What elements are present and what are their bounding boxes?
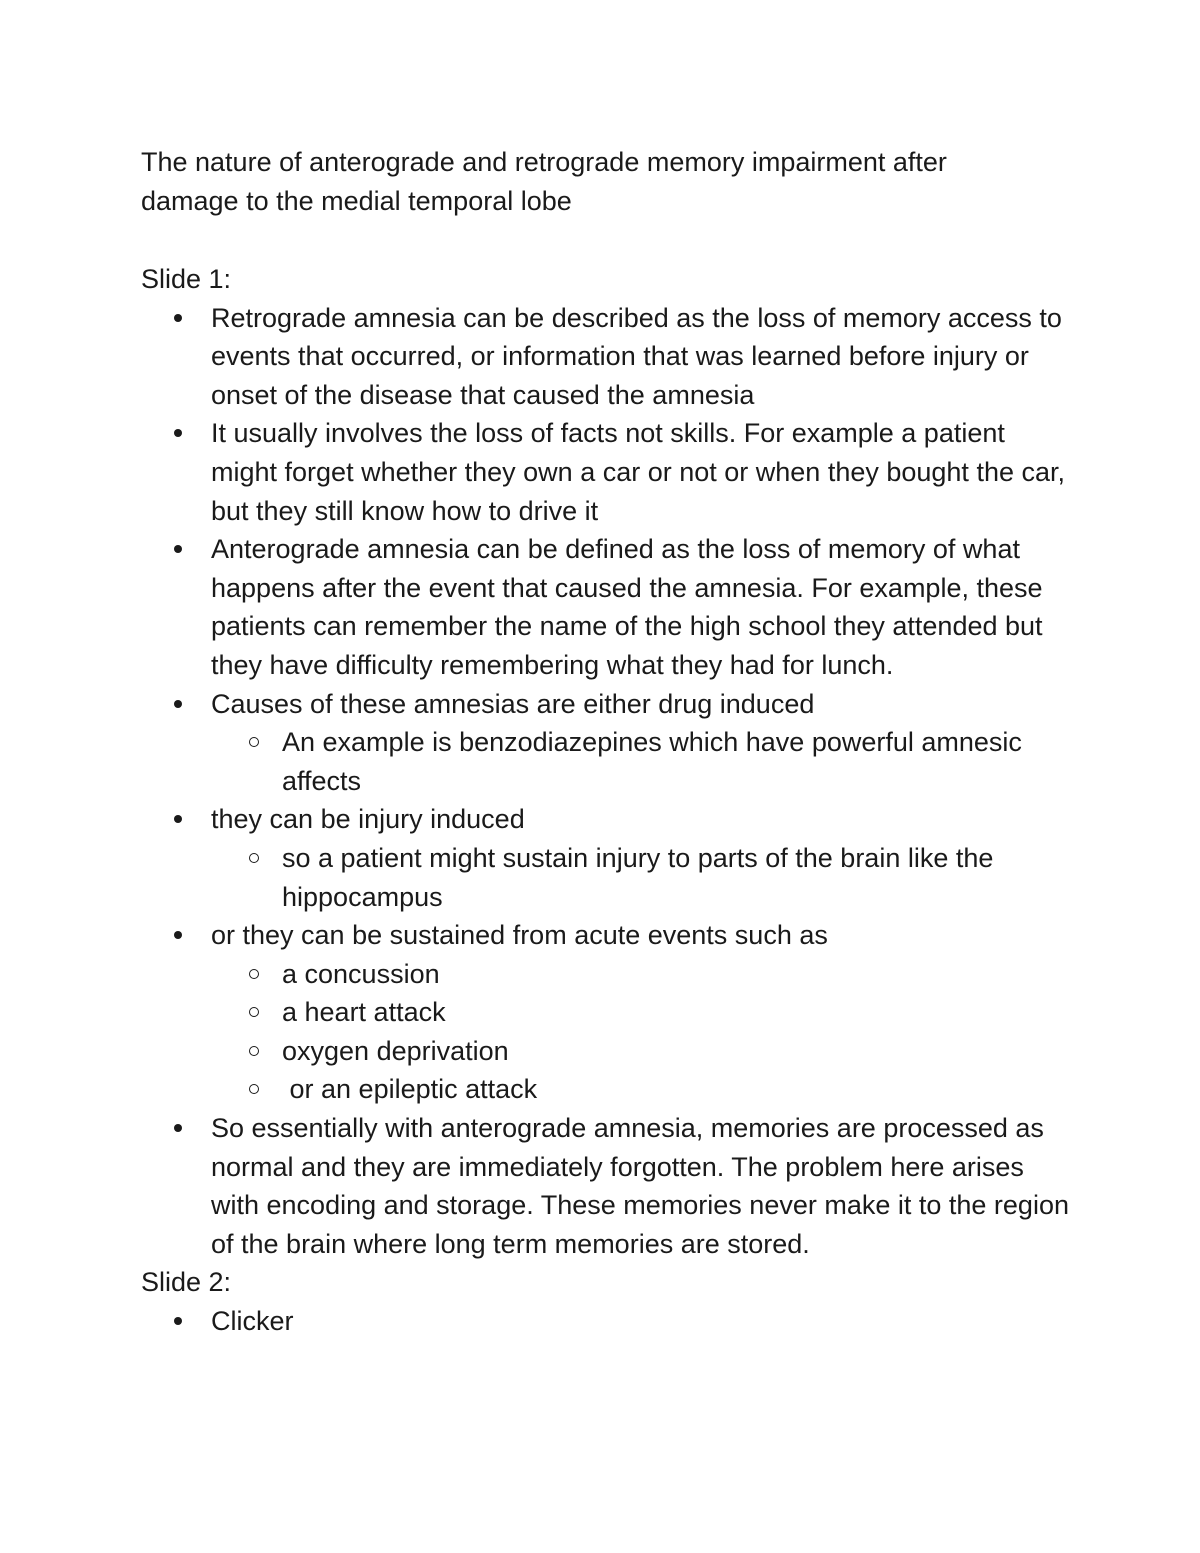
bullet-dot-icon xyxy=(174,545,182,553)
sub-bullet-item xyxy=(282,1032,1081,1071)
hollow-circle-icon xyxy=(249,969,259,979)
sub-bullet-text: so a patient might sustain injury to parts of the brain like the hippocampus xyxy=(282,842,1001,912)
bullet-dot-icon xyxy=(174,429,182,437)
bullet-list xyxy=(141,299,1081,1264)
bullet-list xyxy=(141,1302,1081,1341)
bullet-text: they can be injury induced xyxy=(211,804,525,835)
bullet-dot-icon xyxy=(174,931,182,939)
sub-bullet-item xyxy=(282,993,1081,1032)
sub-bullet-text: a heart attack xyxy=(282,997,446,1028)
hollow-circle-icon xyxy=(249,1007,259,1017)
bullet-text: Causes of these amnesias are either drug induced xyxy=(211,688,815,719)
bullet-item xyxy=(141,414,1081,530)
hollow-circle-icon xyxy=(249,1046,259,1056)
sub-bullet-item xyxy=(282,723,1081,800)
sub-bullet-text: or an epileptic attack xyxy=(282,1074,538,1105)
bullet-dot-icon xyxy=(174,700,182,708)
sub-bullet-list xyxy=(141,839,1081,916)
bullet-item xyxy=(141,685,1081,724)
slide-heading: Slide 1: xyxy=(141,264,232,294)
bullet-text: Anterograde amnesia can be defined as the loss of memory of what happens after the event that caused the amnesia. For example, these patients can remember the name of the high school they attended but they have difficulty remembering what they had for lunch. xyxy=(211,534,1043,680)
bullet-dot-icon xyxy=(174,1124,182,1132)
bullet-text: or they can be sustained from acute events such as xyxy=(211,920,828,951)
sub-bullet-list xyxy=(141,955,1081,1109)
sub-list-wrapper xyxy=(141,723,1081,800)
slides-container xyxy=(141,260,1081,1341)
bullet-text: So essentially with anterograde amnesia, memories are processed as normal and they are immediately forgotten. The problem here arises with encoding and storage. These memories never make it to the region of the brain where long term memories are stored. xyxy=(211,1113,1069,1259)
bullet-item xyxy=(141,530,1081,684)
bullet-item xyxy=(141,916,1081,955)
bullet-item xyxy=(141,800,1081,839)
hollow-circle-icon xyxy=(249,737,259,747)
bullet-dot-icon xyxy=(174,314,182,322)
slide-section xyxy=(141,260,1081,1263)
hollow-circle-icon xyxy=(249,853,259,863)
slide-section xyxy=(141,1263,1081,1340)
blank-line xyxy=(141,221,1081,260)
bullet-text: Clicker xyxy=(211,1306,294,1337)
bullet-text: Retrograde amnesia can be described as the loss of memory access to events that occurred, or information that was learned before injury or onset of the disease that caused the amnesia xyxy=(211,302,1062,410)
sub-bullet-text: An example is benzodiazepines which have powerful amnesic affects xyxy=(282,727,1030,796)
document-page xyxy=(141,143,1081,1341)
bullet-dot-icon xyxy=(174,1317,182,1325)
sub-bullet-item xyxy=(282,1070,1081,1109)
slide-heading: Slide 2: xyxy=(141,1267,232,1298)
hollow-circle-icon xyxy=(249,1084,259,1094)
bullet-item xyxy=(141,299,1081,415)
sub-bullet-text: a concussion xyxy=(282,958,440,989)
sub-bullet-item xyxy=(282,839,1081,916)
sub-bullet-item xyxy=(282,955,1081,994)
bullet-text: It usually involves the loss of facts not skills. For example a patient might forget whether they own a car or not or when they bought the car, but they still know how to drive it xyxy=(211,418,1065,526)
sub-list-wrapper xyxy=(141,955,1081,1109)
bullet-dot-icon xyxy=(174,815,182,823)
sub-bullet-list xyxy=(141,723,1081,800)
bullet-item xyxy=(141,1109,1081,1263)
sub-list-wrapper xyxy=(141,839,1081,916)
document-title: The nature of anterograde and retrograde memory impairment after damage to the medial temporal lobe xyxy=(141,147,947,216)
bullet-item xyxy=(141,1302,1081,1341)
sub-bullet-text: oxygen deprivation xyxy=(282,1035,509,1066)
